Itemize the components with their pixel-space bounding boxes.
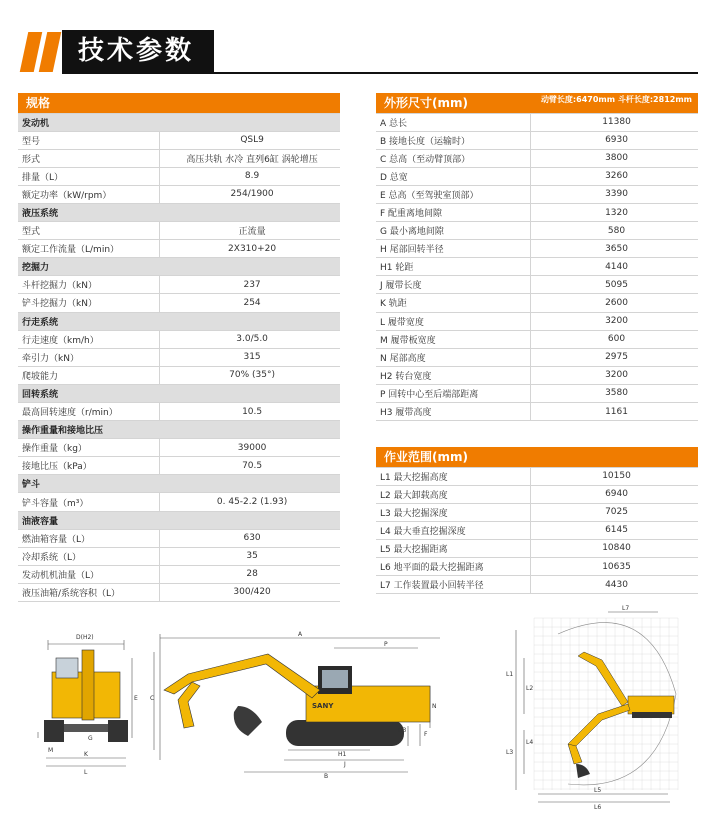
range-label: L5 最大挖掘距离 (376, 539, 531, 557)
table-row (376, 185, 698, 203)
dimension-value: 6930 (531, 131, 698, 149)
category-row (18, 203, 340, 221)
dimension-label: K 轨距 (376, 294, 531, 312)
dimension-label: N 尾部高度 (376, 348, 531, 366)
spec-label: 燃油箱容量（L） (18, 529, 160, 547)
dimension-label: E 总高（至驾驶室顶部） (376, 185, 531, 203)
side-view-diagram (148, 628, 450, 778)
spec-value: 237 (160, 276, 340, 294)
table-row (18, 547, 340, 565)
category-row (18, 511, 340, 529)
label-l4: L4 (526, 739, 534, 746)
category-row (18, 475, 340, 493)
dimension-value: 2975 (531, 348, 698, 366)
spec-label: 斗杆挖掘力（kN） (18, 276, 160, 294)
category-row (18, 258, 340, 276)
dimension-value: 3200 (531, 366, 698, 384)
front-view-diagram (28, 628, 140, 776)
spec-value: 35 (160, 547, 340, 565)
range-value: 10840 (531, 539, 698, 557)
label-l3: L3 (506, 749, 514, 756)
table-row (18, 131, 340, 149)
dimension-label: C 总高（至动臂顶部） (376, 149, 531, 167)
spec-value: 254 (160, 294, 340, 312)
table-row (376, 403, 698, 421)
table-row (376, 149, 698, 167)
table-row (376, 467, 698, 485)
spec-label: 型号 (18, 131, 160, 149)
spec-label: 最高回转速度（r/min） (18, 403, 160, 421)
category-label: 操作重量和接地比压 (18, 421, 340, 439)
table-row (18, 276, 340, 294)
category-label: 铲斗 (18, 475, 340, 493)
dimension-value: 11380 (531, 113, 698, 131)
range-label: L3 最大挖掘深度 (376, 503, 531, 521)
spec-value: QSL9 (160, 131, 340, 149)
label-a: A (298, 631, 303, 638)
table-row (376, 312, 698, 330)
spec-label: 接地比压（kPa） (18, 457, 160, 475)
label-l: L (84, 769, 88, 776)
spec-value: 高压共轨 水冷 直列6缸 涡轮增压 (160, 149, 340, 167)
spec-label: 型式 (18, 222, 160, 240)
table-row (376, 503, 698, 521)
spec-label: 铲斗挖掘力（kN） (18, 294, 160, 312)
label-j: J (344, 761, 346, 768)
spec-value: 70% (35°) (160, 366, 340, 384)
table-row (376, 521, 698, 539)
spec-value: 315 (160, 348, 340, 366)
table-row (376, 113, 698, 131)
label-l5: L5 (594, 787, 602, 794)
category-label: 油液容量 (18, 511, 340, 529)
table-row (18, 403, 340, 421)
spec-label: 牵引力（kN） (18, 348, 160, 366)
range-value: 10150 (531, 467, 698, 485)
dimension-label: F 配重离地间隙 (376, 203, 531, 221)
range-label: L4 最大垂直挖掘深度 (376, 521, 531, 539)
label-h1: H1 (338, 751, 347, 758)
page-header (18, 28, 698, 74)
label-n: N (432, 703, 437, 710)
dimension-label: L 履带宽度 (376, 312, 531, 330)
dimension-value: 1320 (531, 203, 698, 221)
table-row (18, 348, 340, 366)
spec-label: 爬坡能力 (18, 366, 160, 384)
table-row (376, 384, 698, 402)
table-row (18, 493, 340, 511)
range-value: 6940 (531, 485, 698, 503)
table-row (18, 457, 340, 475)
range-value: 6145 (531, 521, 698, 539)
range-value: 4430 (531, 576, 698, 594)
page-title: 技术参数 (62, 30, 214, 72)
table-row (18, 149, 340, 167)
range-label: L1 最大挖掘高度 (376, 467, 531, 485)
dimension-value: 4140 (531, 258, 698, 276)
label-m: M (48, 747, 54, 754)
label-e: E (134, 695, 138, 702)
spec-label: 行走速度（km/h） (18, 330, 160, 348)
dimension-label: H1 轮距 (376, 258, 531, 276)
spec-label: 额定功率（kW/rpm） (18, 185, 160, 203)
working-range-table (376, 447, 698, 594)
table-row (18, 185, 340, 203)
label-p: P (384, 641, 388, 648)
table-row (18, 529, 340, 547)
spec-value: 3.0/5.0 (160, 330, 340, 348)
category-label: 行走系统 (18, 312, 340, 330)
table-row (376, 240, 698, 258)
dimension-label: H3 履带高度 (376, 403, 531, 421)
spec-value: 300/420 (160, 583, 340, 601)
spec-value: 630 (160, 529, 340, 547)
dimension-label: H2 转台宽度 (376, 366, 531, 384)
table-row (376, 222, 698, 240)
spec-value: 正流量 (160, 222, 340, 240)
label-c: C (150, 695, 155, 702)
dimension-label: P 回转中心至后端部距离 (376, 384, 531, 402)
range-value: 7025 (531, 503, 698, 521)
label-b: B (324, 773, 329, 778)
table-row (18, 565, 340, 583)
table-row (376, 330, 698, 348)
dimensions-subheader: 动臂长度:6470mm 斗杆长度:2812mm (540, 95, 692, 105)
category-row (18, 113, 340, 131)
category-label: 挖掘力 (18, 258, 340, 276)
table-row (18, 240, 340, 258)
spec-label: 操作重量（kg） (18, 439, 160, 457)
dimension-value: 5095 (531, 276, 698, 294)
category-label: 液压系统 (18, 203, 340, 221)
spec-value: 254/1900 (160, 185, 340, 203)
range-label: L7 工作装置最小回转半径 (376, 576, 531, 594)
table-row (18, 330, 340, 348)
table-row (18, 583, 340, 601)
spec-label: 排量（L） (18, 167, 160, 185)
brand-logo: SANY (312, 702, 334, 710)
label-g: G (88, 735, 93, 742)
spec-label: 液压油箱/系统容积（L） (18, 583, 160, 601)
dimension-value: 3260 (531, 167, 698, 185)
table-row (376, 485, 698, 503)
table-row (376, 203, 698, 221)
spec-table (18, 93, 340, 602)
label-h3: H3 (398, 727, 407, 734)
spec-label: 形式 (18, 149, 160, 167)
working-range-header: 作业范围(mm) (376, 447, 698, 467)
dimension-label: B 接地长度（运输时） (376, 131, 531, 149)
table-row (376, 258, 698, 276)
dimension-value: 600 (531, 330, 698, 348)
table-row (376, 276, 698, 294)
spec-header-row (18, 93, 340, 113)
dimension-label: D 总宽 (376, 167, 531, 185)
table-row (18, 439, 340, 457)
spec-label: 冷却系统（L） (18, 547, 160, 565)
spec-value: 0. 45-2.2 (1.93) (160, 493, 340, 511)
label-k: K (84, 751, 88, 758)
dimension-value: 3200 (531, 312, 698, 330)
category-label: 回转系统 (18, 384, 340, 402)
dimension-value: 1161 (531, 403, 698, 421)
dimension-value: 2600 (531, 294, 698, 312)
label-f: F (424, 731, 428, 738)
dimensions-header: 外形尺寸(mm) 动臂长度:6470mm 斗杆长度:2812mm (376, 93, 698, 113)
spec-value: 39000 (160, 439, 340, 457)
label-d: D(H2) (76, 634, 94, 641)
table-row (376, 167, 698, 185)
spec-value: 2X310+20 (160, 240, 340, 258)
table-row (376, 576, 698, 594)
spec-label: 发动机机油量（L） (18, 565, 160, 583)
spec-label: 铲斗容量（m³） (18, 493, 160, 511)
dimensions-table (376, 93, 698, 421)
spec-value: 8.9 (160, 167, 340, 185)
dimension-value: 3580 (531, 384, 698, 402)
dimension-label: H 尾部回转半径 (376, 240, 531, 258)
header-rule (62, 72, 698, 74)
category-row (18, 312, 340, 330)
table-row (18, 167, 340, 185)
dimensions-header-row (376, 93, 698, 113)
category-row (18, 384, 340, 402)
range-value: 10635 (531, 557, 698, 575)
category-row (18, 421, 340, 439)
spec-header: 规格 (18, 93, 340, 113)
label-l2: L2 (526, 685, 534, 692)
range-label: L6 地平面的最大挖掘距离 (376, 557, 531, 575)
table-row (376, 348, 698, 366)
spec-label: 额定工作流量（L/min） (18, 240, 160, 258)
dimension-value: 3800 (531, 149, 698, 167)
table-row (376, 366, 698, 384)
accent-stripe (39, 32, 62, 72)
table-row (376, 557, 698, 575)
dimension-label: G 最小离地间隙 (376, 222, 531, 240)
table-row (18, 222, 340, 240)
range-label: L2 最大卸载高度 (376, 485, 531, 503)
dimension-label: M 履带板宽度 (376, 330, 531, 348)
dimension-value: 3650 (531, 240, 698, 258)
label-l7: L7 (622, 605, 630, 612)
category-label: 发动机 (18, 113, 340, 131)
table-row (376, 131, 698, 149)
spec-value: 70.5 (160, 457, 340, 475)
table-row (18, 294, 340, 312)
dimension-value: 580 (531, 222, 698, 240)
working-range-header-row (376, 447, 698, 467)
label-l1: L1 (506, 671, 514, 678)
dimension-label: A 总长 (376, 113, 531, 131)
dimension-value: 3390 (531, 185, 698, 203)
label-l6: L6 (594, 804, 602, 810)
spec-value: 28 (160, 565, 340, 583)
working-range-diagram (498, 604, 684, 810)
table-row (376, 539, 698, 557)
table-row (18, 366, 340, 384)
table-row (376, 294, 698, 312)
dimension-label: J 履带长度 (376, 276, 531, 294)
spec-value: 10.5 (160, 403, 340, 421)
